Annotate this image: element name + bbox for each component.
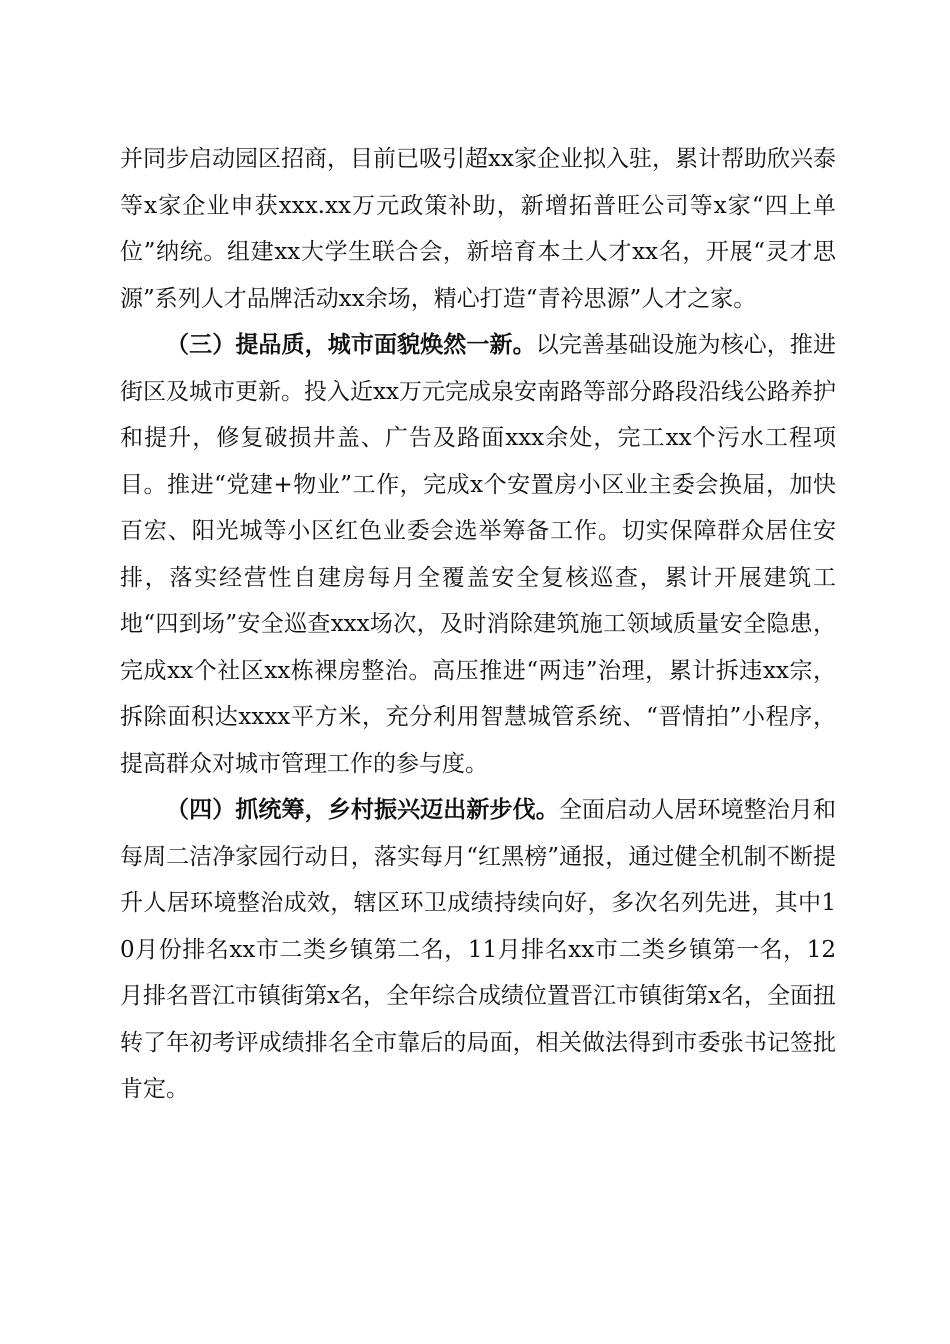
paragraph-text: 以完善基础设施为核心，推进街区及城市更新。投入近xx万元完成泉安南路等部分路段沿线公路养护和提升，修复破损井盖、广告及路面xxx余处，完工xx个污水工程项目。推进“党建+物业”工作，完成x个安置房小区业主委会换届，加快百宏、阳光城等小区红色业委会选举筹备工作。切实保障群众居住安排，落实经营性自建房每月全覆盖安全复核巡查，累计开展建筑工地“四到场”安全巡查xxx场次，及时消除建筑施工领域质量安全隐患，完成xx个社区xx栋裸房整治。高压推进“两违”治理，累计拆违xx宗，拆除面积达xxxx平方米，充分利用智慧城管系统、“晋情拍”小程序，提高群众对城市管理工作的参与度。 [120, 332, 837, 777]
paragraph-city-quality [120, 322, 836, 787]
paragraph-text: 全面启动人居环境整治月和每周二洁净家园行动日，落实每月“红黑榜”通报，通过健全机制不断提升人居环境整治成效，辖区环卫成绩持续向好，多次名列先进，其中10月份排名xx市二类乡镇第二名，11月排名xx市二类乡镇第一名，12月排名晋江市镇街第x名，全年综合成绩位置晋江市镇街第x名，全面扭转了年初考评成绩排名全市靠后的局面，相关做法得到市委张书记签批肯定。 [120, 797, 837, 1102]
paragraph-rural-revitalization [120, 787, 836, 1113]
paragraph-text: 并同步启动园区招商，目前已吸引超xx家企业拟入驻，累计帮助欣兴泰等x家企业申获xxx.xx万元政策补助，新增拓普旺公司等x家“四上单位”纳统。组建xx大学生联合会，新培育本土人才xx名，开展“灵才思源”系列人才品牌活动xx余场，精心打造“青衿思源”人才之家。 [120, 146, 836, 312]
paragraph-heading: （四）抓统筹，乡村振兴迈出新步伐。 [166, 796, 559, 823]
paragraph-heading: （三）提品质，城市面貌焕然一新。 [166, 331, 536, 358]
document-body [120, 136, 836, 1113]
paragraph-talent [120, 136, 836, 322]
